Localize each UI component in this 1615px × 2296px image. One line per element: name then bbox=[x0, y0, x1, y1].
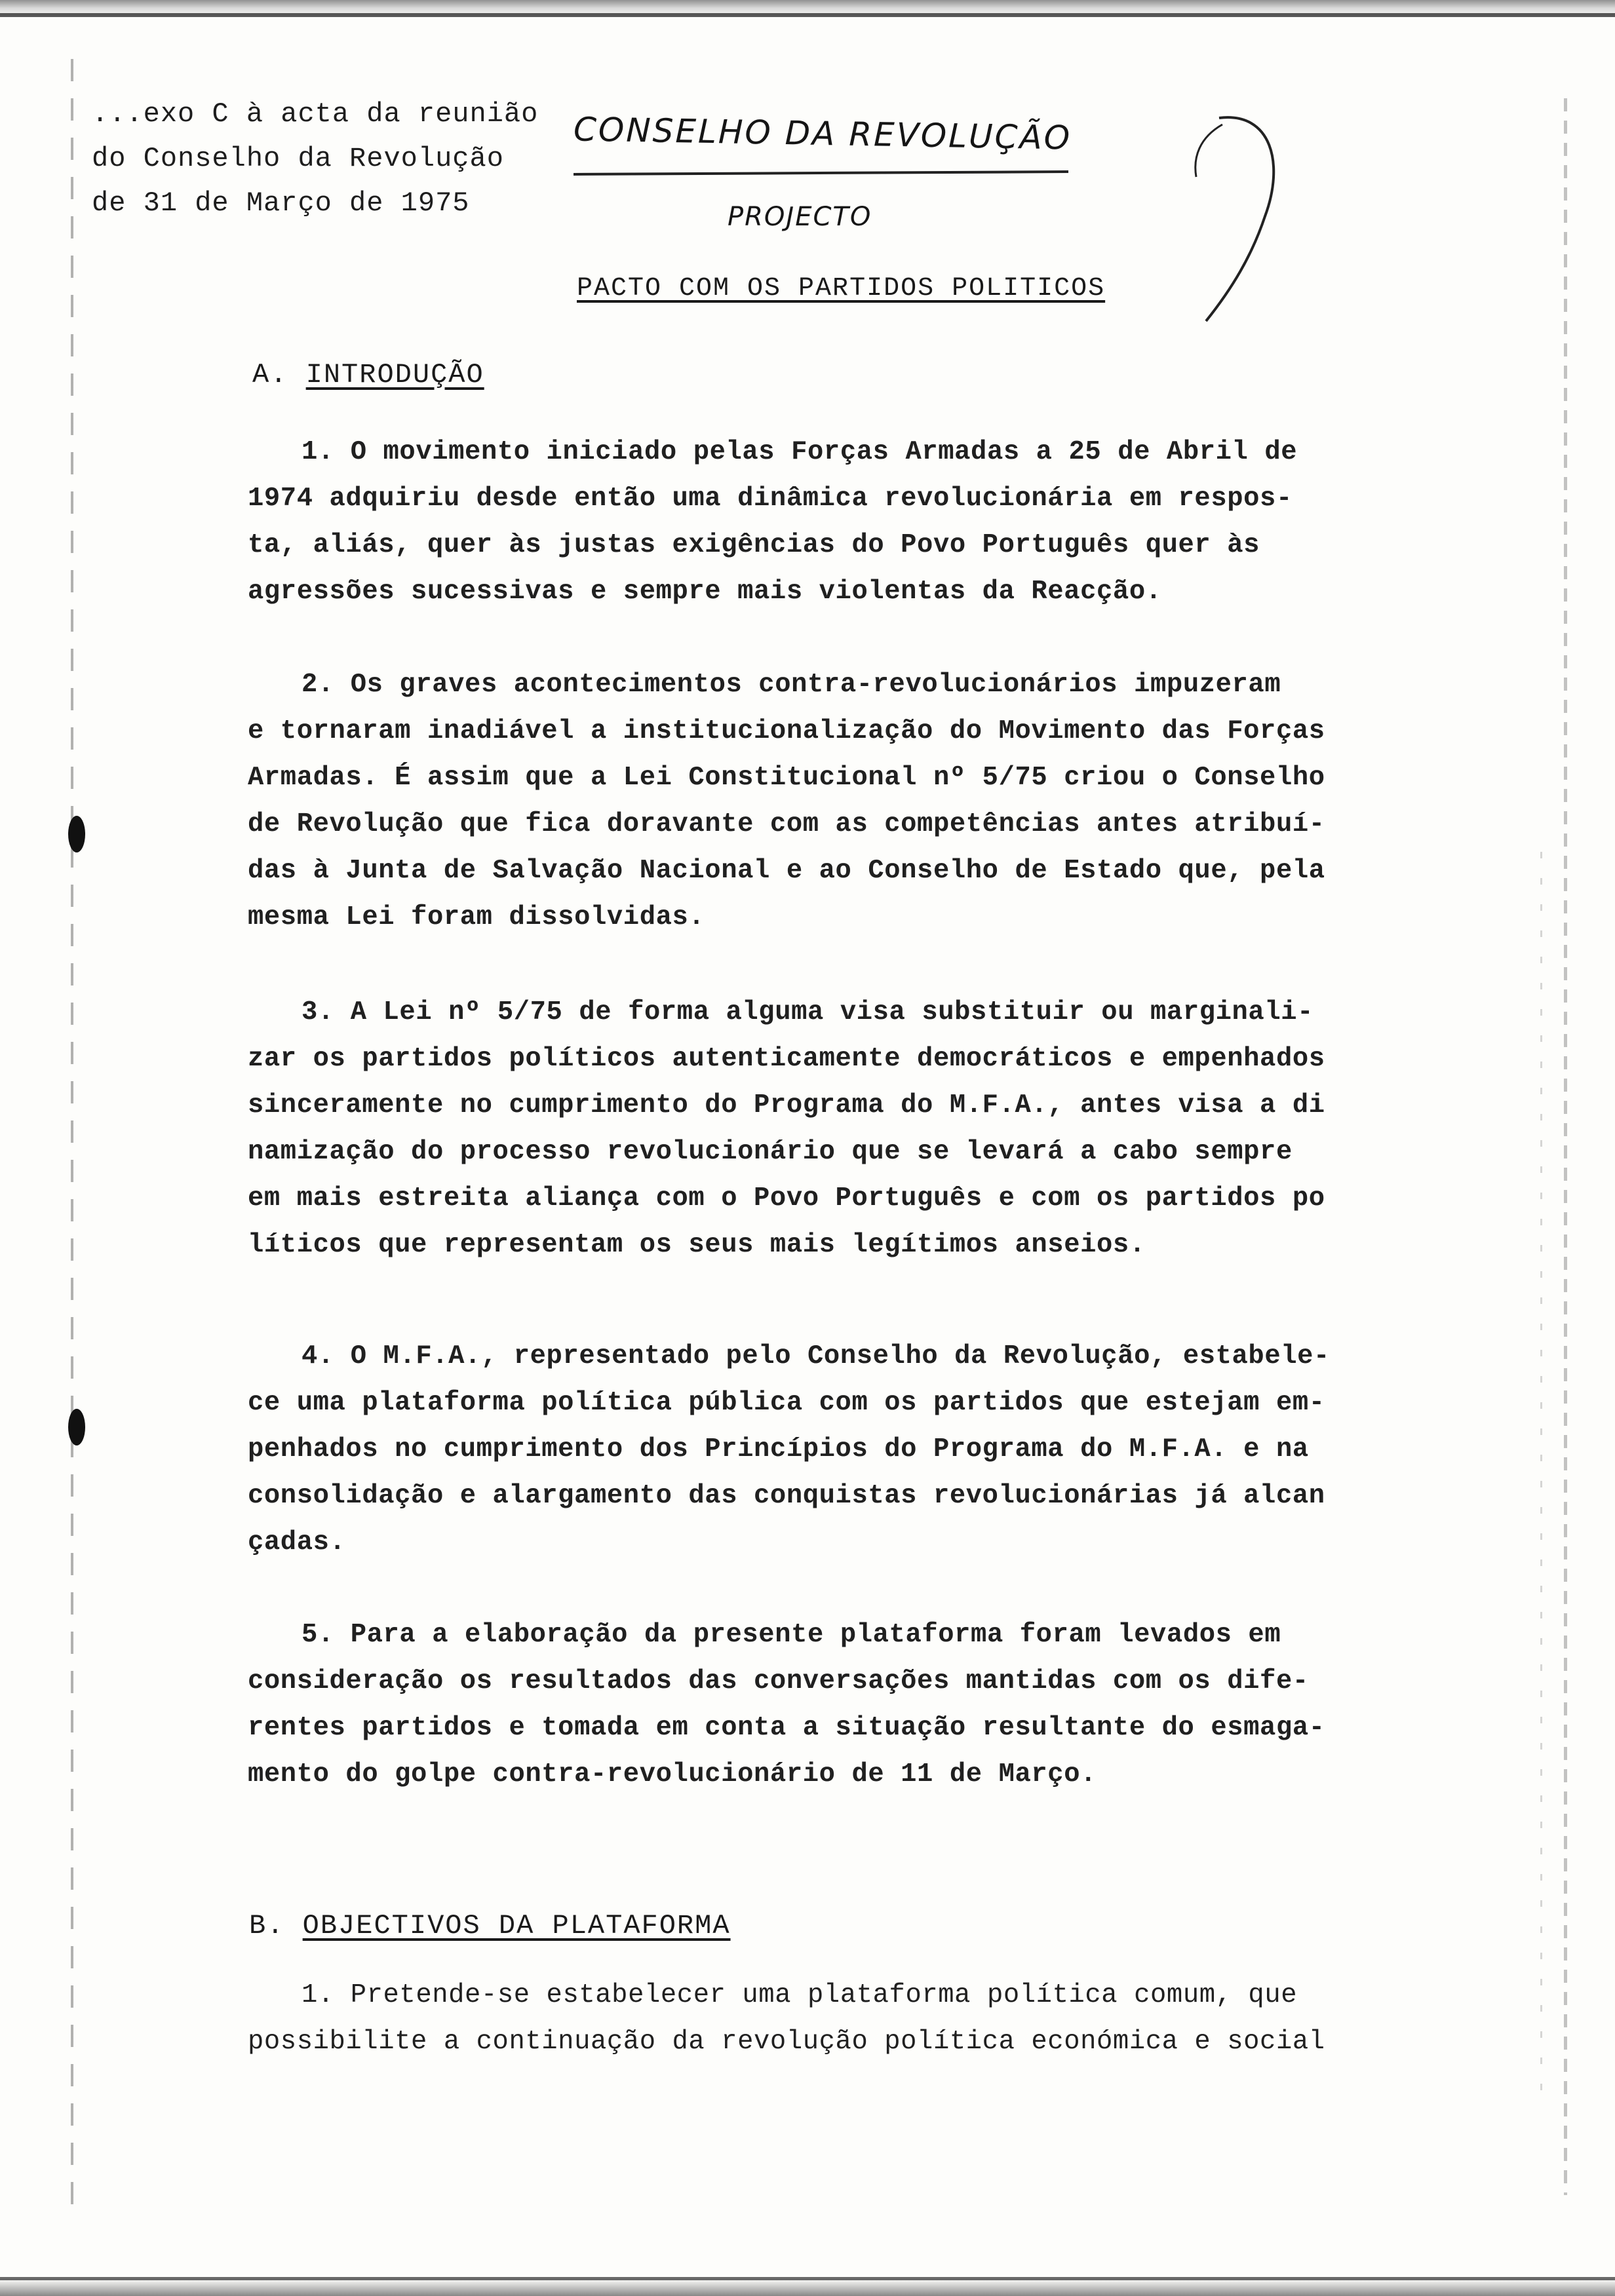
paragraph-line: ta, aliás, quer às justas exigências do Povo Português quer às bbox=[248, 530, 1260, 560]
paragraph-line: rentes partidos e tomada em conta a situação resultante do esmaga- bbox=[248, 1713, 1325, 1743]
paragraph-line: 1974 adquiriu desde então uma dinâmica revolucionária em respos- bbox=[248, 484, 1293, 514]
paragraph-line: sinceramente no cumprimento do Programa do M.F.A., antes visa a di bbox=[248, 1090, 1325, 1120]
section-a-title: INTRODUÇÃO bbox=[305, 359, 484, 391]
paragraph-b1 bbox=[248, 1972, 1325, 2065]
paragraph-line: e tornaram inadiável a institucionalização do Movimento das Forças bbox=[248, 716, 1325, 746]
right-margin-mark bbox=[1564, 98, 1567, 2195]
paragraph-line: ce uma plataforma política pública com os partidos que estejam em- bbox=[248, 1388, 1325, 1418]
handwritten-project-label: PROJECTO bbox=[728, 202, 872, 232]
annex-header-line: ...exo C à acta da reunião bbox=[92, 98, 539, 130]
annex-header bbox=[92, 92, 538, 225]
scan-bottom-line bbox=[0, 2277, 1615, 2280]
punch-hole-upper bbox=[68, 816, 85, 852]
handwritten-underline bbox=[574, 170, 1068, 176]
handwritten-bracket-mark bbox=[1193, 105, 1285, 328]
paragraph-a3 bbox=[248, 989, 1325, 1269]
left-margin-mark bbox=[71, 59, 73, 2221]
scan-bottom-edge bbox=[0, 2279, 1615, 2296]
paragraph-line: consolidação e alargamento das conquistas revolucionárias já alcan bbox=[248, 1481, 1325, 1511]
paragraph-a2 bbox=[248, 662, 1325, 941]
document-title: PACTO COM OS PARTIDOS POLITICOS bbox=[577, 274, 1106, 303]
paragraph-a5 bbox=[248, 1612, 1325, 1798]
paragraph-line: 5. Para a elaboração da presente plataforma foram levados em bbox=[302, 1620, 1281, 1650]
paragraph-line: penhados no cumprimento dos Princípios do Programa do M.F.A. e na bbox=[248, 1434, 1309, 1464]
annex-header-line: de 31 de Março de 1975 bbox=[92, 187, 470, 219]
section-b-heading bbox=[249, 1910, 731, 1942]
paragraph-line: 4. O M.F.A., representado pelo Conselho da Revolução, estabele- bbox=[302, 1341, 1330, 1371]
section-a-letter: A. bbox=[252, 359, 288, 391]
paragraph-line: mesma Lei foram dissolvidas. bbox=[248, 902, 705, 932]
paragraph-a4 bbox=[248, 1333, 1330, 1566]
paragraph-line: zar os partidos políticos autenticamente democráticos e empenhados bbox=[248, 1044, 1325, 1074]
annex-header-line: do Conselho da Revolução bbox=[92, 143, 504, 174]
paragraph-line: consideração os resultados das conversações mantidas com os dife- bbox=[248, 1666, 1309, 1696]
paragraph-line: 3. A Lei nº 5/75 de forma alguma visa substituir ou marginali- bbox=[302, 997, 1314, 1027]
paragraph-line: çadas. bbox=[248, 1527, 346, 1558]
paragraph-line: de Revolução que fica doravante com as competências antes atribuí- bbox=[248, 809, 1325, 839]
paragraph-line: namização do processo revolucionário que se levará a cabo sempre bbox=[248, 1137, 1293, 1167]
paragraph-line: 1. Pretende-se estabelecer uma plataforma política comum, que bbox=[302, 1980, 1298, 2010]
paragraph-line: Armadas. É assim que a Lei Constitucional nº 5/75 criou o Conselho bbox=[248, 763, 1325, 793]
scan-top-line bbox=[0, 13, 1615, 17]
paragraph-line: das à Junta de Salvação Nacional e ao Conselho de Estado que, pela bbox=[248, 856, 1325, 886]
handwritten-council-title: CONSELHO DA REVOLUÇÃO bbox=[573, 110, 1072, 157]
paragraph-line: agressões sucessivas e sempre mais violentas da Reacção. bbox=[248, 577, 1162, 607]
right-margin-mark-secondary bbox=[1540, 852, 1542, 2097]
paragraph-line: 1. O movimento iniciado pelas Forças Armadas a 25 de Abril de bbox=[302, 437, 1298, 467]
punch-hole-lower bbox=[68, 1409, 85, 1445]
paragraph-line: em mais estreita aliança com o Povo Português e com os partidos po bbox=[248, 1183, 1325, 1214]
section-b-letter: B. bbox=[249, 1910, 285, 1942]
paragraph-line: líticos que representam os seus mais legítimos anseios. bbox=[248, 1230, 1146, 1260]
section-a-heading bbox=[252, 359, 484, 391]
section-b-title: OBJECTIVOS DA PLATAFORMA bbox=[302, 1910, 731, 1942]
paragraph-line: possibilite a continuação da revolução política económica e social bbox=[248, 2027, 1325, 2057]
paragraph-line: mento do golpe contra-revolucionário de 11 de Março. bbox=[248, 1759, 1097, 1789]
paragraph-line: 2. Os graves acontecimentos contra-revolucionários impuzeram bbox=[302, 670, 1281, 700]
paragraph-a1 bbox=[248, 429, 1297, 615]
